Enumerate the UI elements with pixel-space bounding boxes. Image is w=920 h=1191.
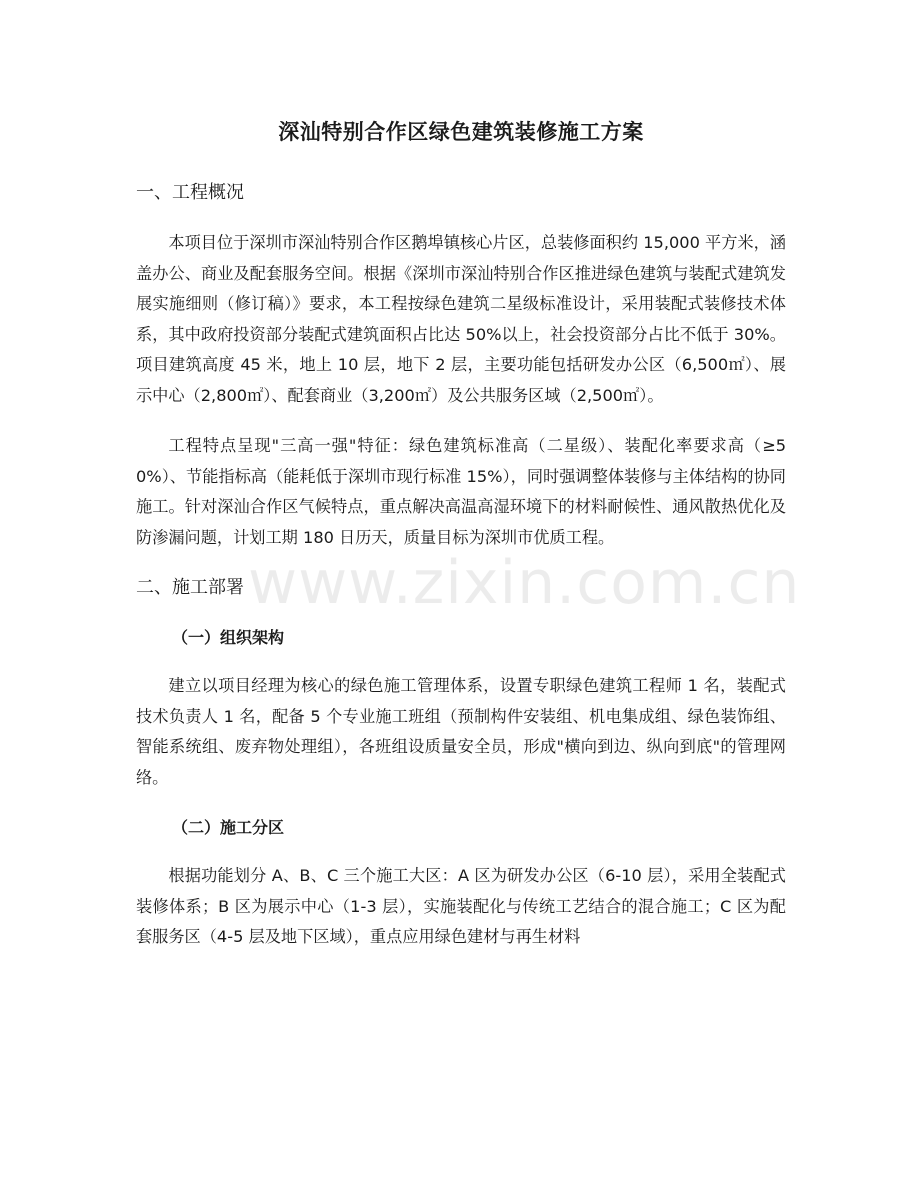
document-body xyxy=(136,112,786,973)
overview-paragraph-2: 工程特点呈现"三高一强"特征：绿色建筑标准高（二星级）、装配化率要求高（≥50%）、节能指标高（能耗低于深圳市现行标准 15%），同时强调整体装修与主体结构的协同施工。针对深汕合作区气候特点，重点解决高温高湿环境下的材料耐候性、通风散热优化及防渗漏问题，计划工期 180 日历天，质量目标为深圳市优质工程。 xyxy=(136,436,786,547)
subsection-heading-organization: （一）组织架构 xyxy=(172,628,285,647)
subsection-heading-zoning: （二）施工分区 xyxy=(172,818,285,837)
watermark-text: www.zixin.com.cn xyxy=(248,548,801,618)
overview-paragraph-1: 本项目位于深圳市深汕特别合作区鹅埠镇核心片区，总装修面积约 15,000 平方米，涵盖办公、商业及配套服务空间。根据《深圳市深汕特别合作区推进绿色建筑与装配式建筑发展实施细则（修订稿）》要求，本工程按绿色建筑二星级标准设计，采用装配式装修技术体系，其中政府投资部分装配式建筑面积占比达 50%以上，社会投资部分占比不低于 30%。项目建筑高度 45 米，地上 10 层，地下 2 层，主要功能包括研发办公区（6,500㎡）、展示中心（2,800㎡）、配套商业（3,200㎡）及公共服务区域（2,500㎡）。 xyxy=(136,233,786,405)
organization-paragraph: 建立以项目经理为核心的绿色施工管理体系，设置专职绿色建筑工程师 1 名，装配式技术负责人 1 名，配备 5 个专业施工班组（预制构件安装组、机电集成组、绿色装饰组、智能系统组、废弃物处理组），各班组设质量安全员，形成"横向到边、纵向到底"的管理网络。 xyxy=(136,676,786,787)
section-heading-deployment: 二、施工部署 xyxy=(136,577,244,598)
document-title: 深汕特别合作区绿色建筑装修施工方案 xyxy=(278,120,644,144)
zoning-paragraph: 根据功能划分 A、B、C 三个施工大区：A 区为研发办公区（6-10 层），采用全装配式装修体系；B 区为展示中心（1-3 层），实施装配化与传统工艺结合的混合施工；C 区为配套服务区（4-5 层及地下区域），重点应用绿色建材与再生材料 xyxy=(136,866,786,946)
section-heading-overview: 一、工程概况 xyxy=(136,182,244,203)
